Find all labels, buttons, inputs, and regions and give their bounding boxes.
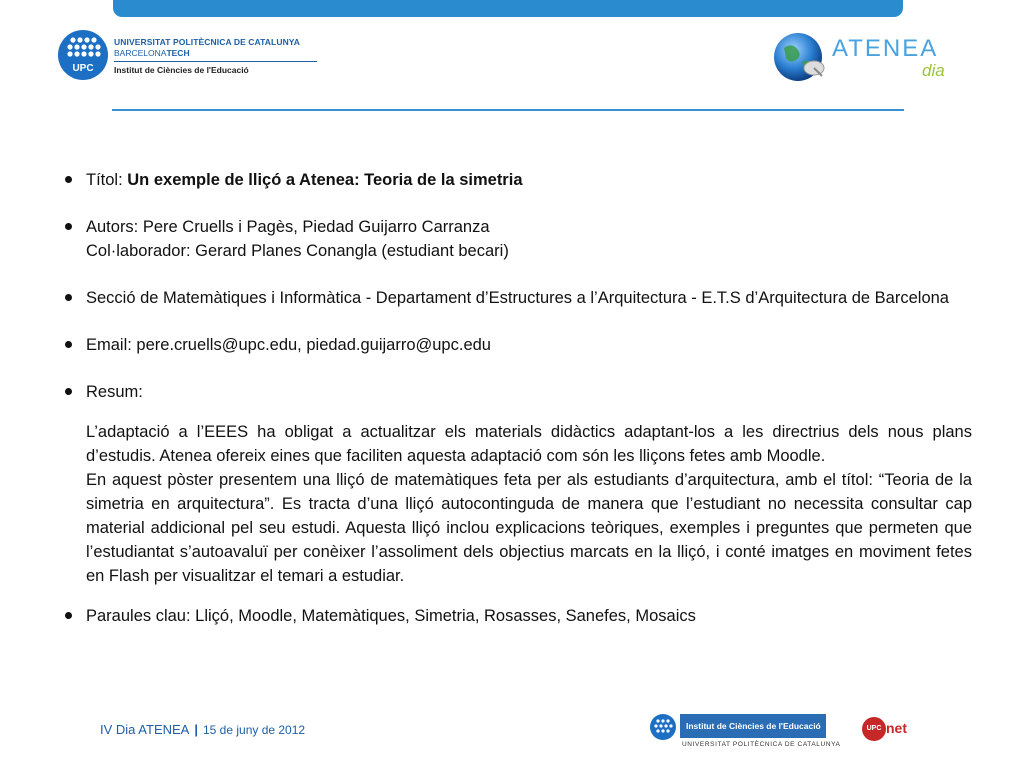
resum-label: Resum: <box>86 383 143 401</box>
title-item <box>62 168 972 192</box>
footer-date: 15 de juny de 2012 <box>202 723 306 737</box>
collaborator-text: Col·laborador: Gerard Planes Conangla (estudiant becari) <box>86 242 509 260</box>
email-text: Email: pere.cruells@upc.edu, piedad.guijarro@upc.edu <box>86 336 491 354</box>
title-value: Un exemple de lliçó a Atenea: Teoria de la simetria <box>127 171 523 189</box>
resum-paragraph-2: En aquest pòster presentem una lliçó de matemàtiques feta per als estudiants d’arquitectura, amb el títol: “Teoria de la simetria en arquitectura”. Es tracta d’una lliçó autocontinguda de manera que l’estudiant no necessita consultar cap material addicional pel seu estudi. Aquesta lliçó inclou explicacions teòriques, exemples i preguntes que permeten que l’estudiantat s’autoavaluï per conèixer l’assoliment dels objectius marcats en la lliçó, i conté imatges en moviment fetes en Flash per visualitzar el temari a estudiar. <box>86 471 972 585</box>
bullet-icon <box>65 612 72 619</box>
upc-logo-badge: UPC <box>72 63 94 74</box>
upc-institute-name: Institut de Ciències de l'Educació <box>114 65 249 75</box>
upcnet-text: net <box>886 720 907 736</box>
bullet-icon <box>65 388 72 395</box>
upc-barcelonatech <box>114 48 324 58</box>
bullet-icon <box>65 341 72 348</box>
email-item <box>62 333 972 357</box>
resum-item <box>62 380 972 588</box>
upcnet-logo <box>862 717 912 743</box>
bullet-icon <box>65 176 72 183</box>
authors-item <box>62 215 972 263</box>
bullet-icon <box>65 294 72 301</box>
resum-paragraph-1: L’adaptació a l’EEES ha obligat a actualitzar els materials didàctics adaptant-los a les directrius dels nous plans d’estudis. Atenea ofereix eines que faciliten aquesta adaptació com són les lliçons fetes amb Moodle. <box>86 423 972 465</box>
authors-label: Autors: <box>86 218 143 236</box>
atenea-dia-word: dia <box>922 61 945 80</box>
title-label: Títol: <box>86 171 128 189</box>
upc-institution-text <box>114 37 324 75</box>
keywords-item <box>62 604 972 628</box>
ice-university-sub: UNIVERSITAT POLITÈCNICA DE CATALUNYA <box>682 741 841 748</box>
upc-tech: TECH <box>166 48 190 58</box>
atenea-wordmark: ATENEA <box>832 35 939 62</box>
atenea-dia-logo <box>770 26 965 86</box>
footer-event-name: IV Dia ATENEA <box>100 722 190 737</box>
upc-logo <box>58 30 108 80</box>
upc-barcelona: BARCELONA <box>114 48 167 58</box>
upc-divider <box>114 61 317 62</box>
footer-ice-logo <box>650 714 841 754</box>
section-item <box>62 286 972 310</box>
upc-dots-icon <box>650 714 676 740</box>
poster-content <box>62 168 972 628</box>
top-decorative-bar <box>113 0 903 17</box>
footer-separator: | <box>194 722 198 737</box>
header-divider <box>112 109 904 111</box>
upc-university-name: UNIVERSITAT POLITÈCNICA DE CATALUNYA <box>114 37 301 47</box>
section-text: Secció de Matemàtiques i Informàtica - Departament d’Estructures a l’Arquitectura - E.T.S d’Arquitectura de Barcelona <box>86 289 949 307</box>
ice-institute-box: Institut de Ciències de l'Educació <box>680 714 826 738</box>
authors-value: Pere Cruells i Pagès, Piedad Guijarro Carranza <box>142 218 490 236</box>
keywords-text: Paraules clau: Lliçó, Moodle, Matemàtiques, Simetria, Rosasses, Sanefes, Mosaics <box>86 607 696 625</box>
upcnet-circle: UPC <box>862 717 886 741</box>
footer-event <box>100 722 305 737</box>
bullet-icon <box>65 223 72 230</box>
